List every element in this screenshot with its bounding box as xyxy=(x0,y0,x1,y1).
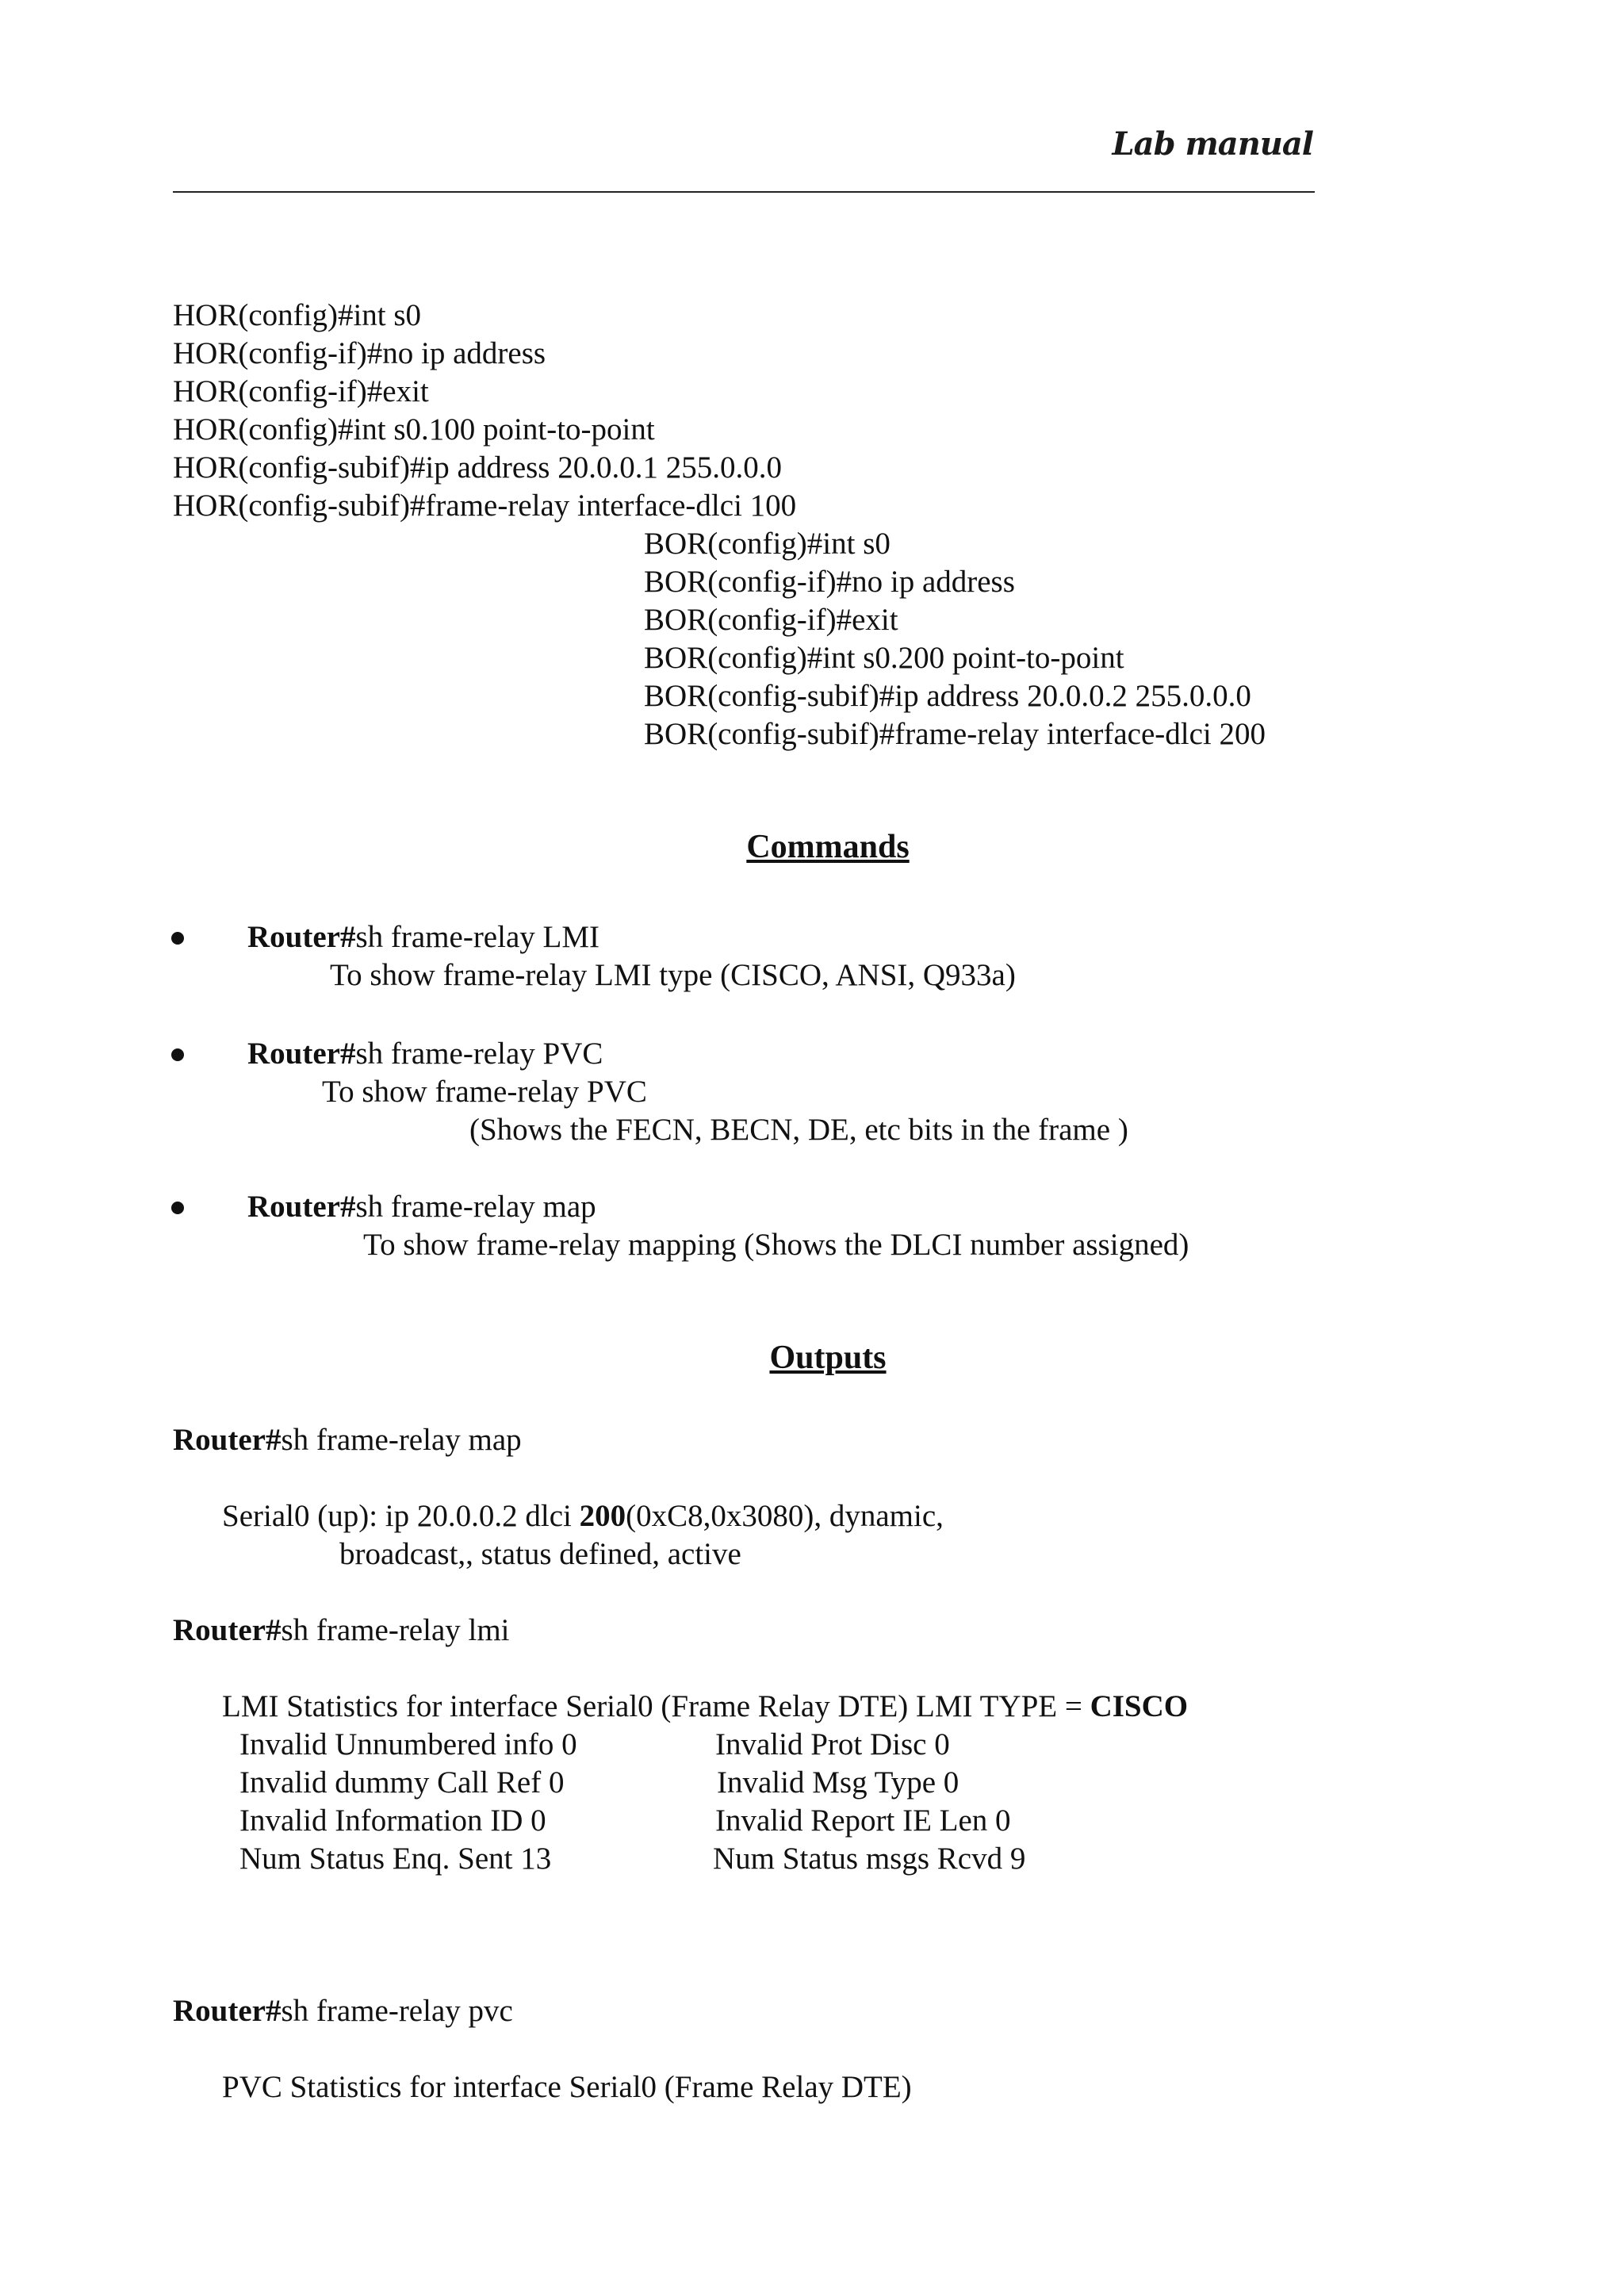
bullet-icon xyxy=(171,1048,184,1061)
output-text: (0xC8,0x3080), dynamic, xyxy=(626,1499,944,1533)
command-prompt: Router# xyxy=(247,1037,356,1071)
config-line: BOR(config)#int s0.200 point-to-point xyxy=(644,641,1124,675)
command-description: To show frame-relay mapping (Shows the DLCI number assigned) xyxy=(363,1228,1189,1262)
header-title: Lab manual xyxy=(1112,125,1313,163)
output-text: Serial0 (up): ip 20.0.0.2 dlci xyxy=(222,1499,580,1533)
output-command xyxy=(173,1992,513,2030)
bullet-icon xyxy=(171,932,184,945)
command-prompt: Router# xyxy=(247,920,356,954)
command-prompt: Router# xyxy=(173,1613,282,1647)
map-output-line: broadcast,, status defined, active xyxy=(339,1537,741,1571)
config-line: HOR(config)#int s0 xyxy=(173,298,422,332)
pvc-stats-line: PVC Statistics for interface Serial0 (Frame Relay DTE) xyxy=(222,2070,912,2104)
command-text: sh frame-relay map xyxy=(281,1423,522,1457)
command-description: To show frame-relay PVC xyxy=(322,1075,647,1109)
command-description: To show frame-relay LMI type (CISCO, ANSI, Q933a) xyxy=(330,958,1016,992)
command-prompt: Router# xyxy=(173,1994,282,2028)
command-text: sh frame-relay PVC xyxy=(355,1037,603,1071)
config-line: BOR(config-if)#exit xyxy=(644,603,898,637)
command-text: sh frame-relay LMI xyxy=(355,920,599,954)
lmi-type-value: CISCO xyxy=(1090,1689,1189,1723)
header-rule xyxy=(173,191,1315,193)
command-text: sh frame-relay lmi xyxy=(281,1613,510,1647)
config-line: BOR(config-subif)#frame-relay interface-dlci 200 xyxy=(644,717,1266,751)
output-command xyxy=(173,1612,510,1650)
map-output-line xyxy=(222,1497,944,1535)
command-prompt: Router# xyxy=(173,1423,282,1457)
config-line: HOR(config-if)#no ip address xyxy=(173,336,546,370)
config-line: BOR(config-if)#no ip address xyxy=(644,565,1015,599)
config-line: BOR(config-subif)#ip address 20.0.0.2 255.0.0.0 xyxy=(644,679,1251,713)
outputs-heading: Outputs xyxy=(769,1340,887,1376)
lmi-stat-left: Invalid Unnumbered info 0 xyxy=(239,1727,577,1761)
lmi-stat-left: Num Status Enq. Sent 13 xyxy=(239,1842,552,1876)
command-prompt: Router# xyxy=(247,1190,356,1224)
lmi-stats-line xyxy=(222,1688,1188,1726)
command-text: sh frame-relay map xyxy=(355,1190,596,1224)
command-text: sh frame-relay pvc xyxy=(281,1994,513,2028)
lmi-stat-left: Invalid Information ID 0 xyxy=(239,1803,546,1838)
lmi-stat-right: Invalid Prot Disc 0 xyxy=(715,1727,950,1761)
command-description-detail: (Shows the FECN, BECN, DE, etc bits in the frame ) xyxy=(469,1113,1128,1147)
lmi-stat-left: Invalid dummy Call Ref 0 xyxy=(239,1765,565,1800)
dlci-value: 200 xyxy=(579,1499,626,1533)
config-line: HOR(config)#int s0.100 point-to-point xyxy=(173,412,655,447)
config-line: HOR(config-if)#exit xyxy=(173,374,429,408)
config-line: BOR(config)#int s0 xyxy=(644,527,891,561)
config-line: HOR(config-subif)#ip address 20.0.0.1 255.0.0.0 xyxy=(173,450,782,485)
config-line: HOR(config-subif)#frame-relay interface-dlci 100 xyxy=(173,489,797,523)
commands-heading: Commands xyxy=(746,829,910,865)
bullet-icon xyxy=(171,1202,184,1214)
lmi-stat-right: Num Status msgs Rcvd 9 xyxy=(713,1842,1026,1876)
lmi-stat-right: Invalid Report IE Len 0 xyxy=(715,1803,1011,1838)
output-text: LMI Statistics for interface Serial0 (Frame Relay DTE) LMI TYPE = xyxy=(222,1689,1090,1723)
output-command xyxy=(173,1421,522,1459)
lmi-stat-right: Invalid Msg Type 0 xyxy=(717,1765,959,1800)
